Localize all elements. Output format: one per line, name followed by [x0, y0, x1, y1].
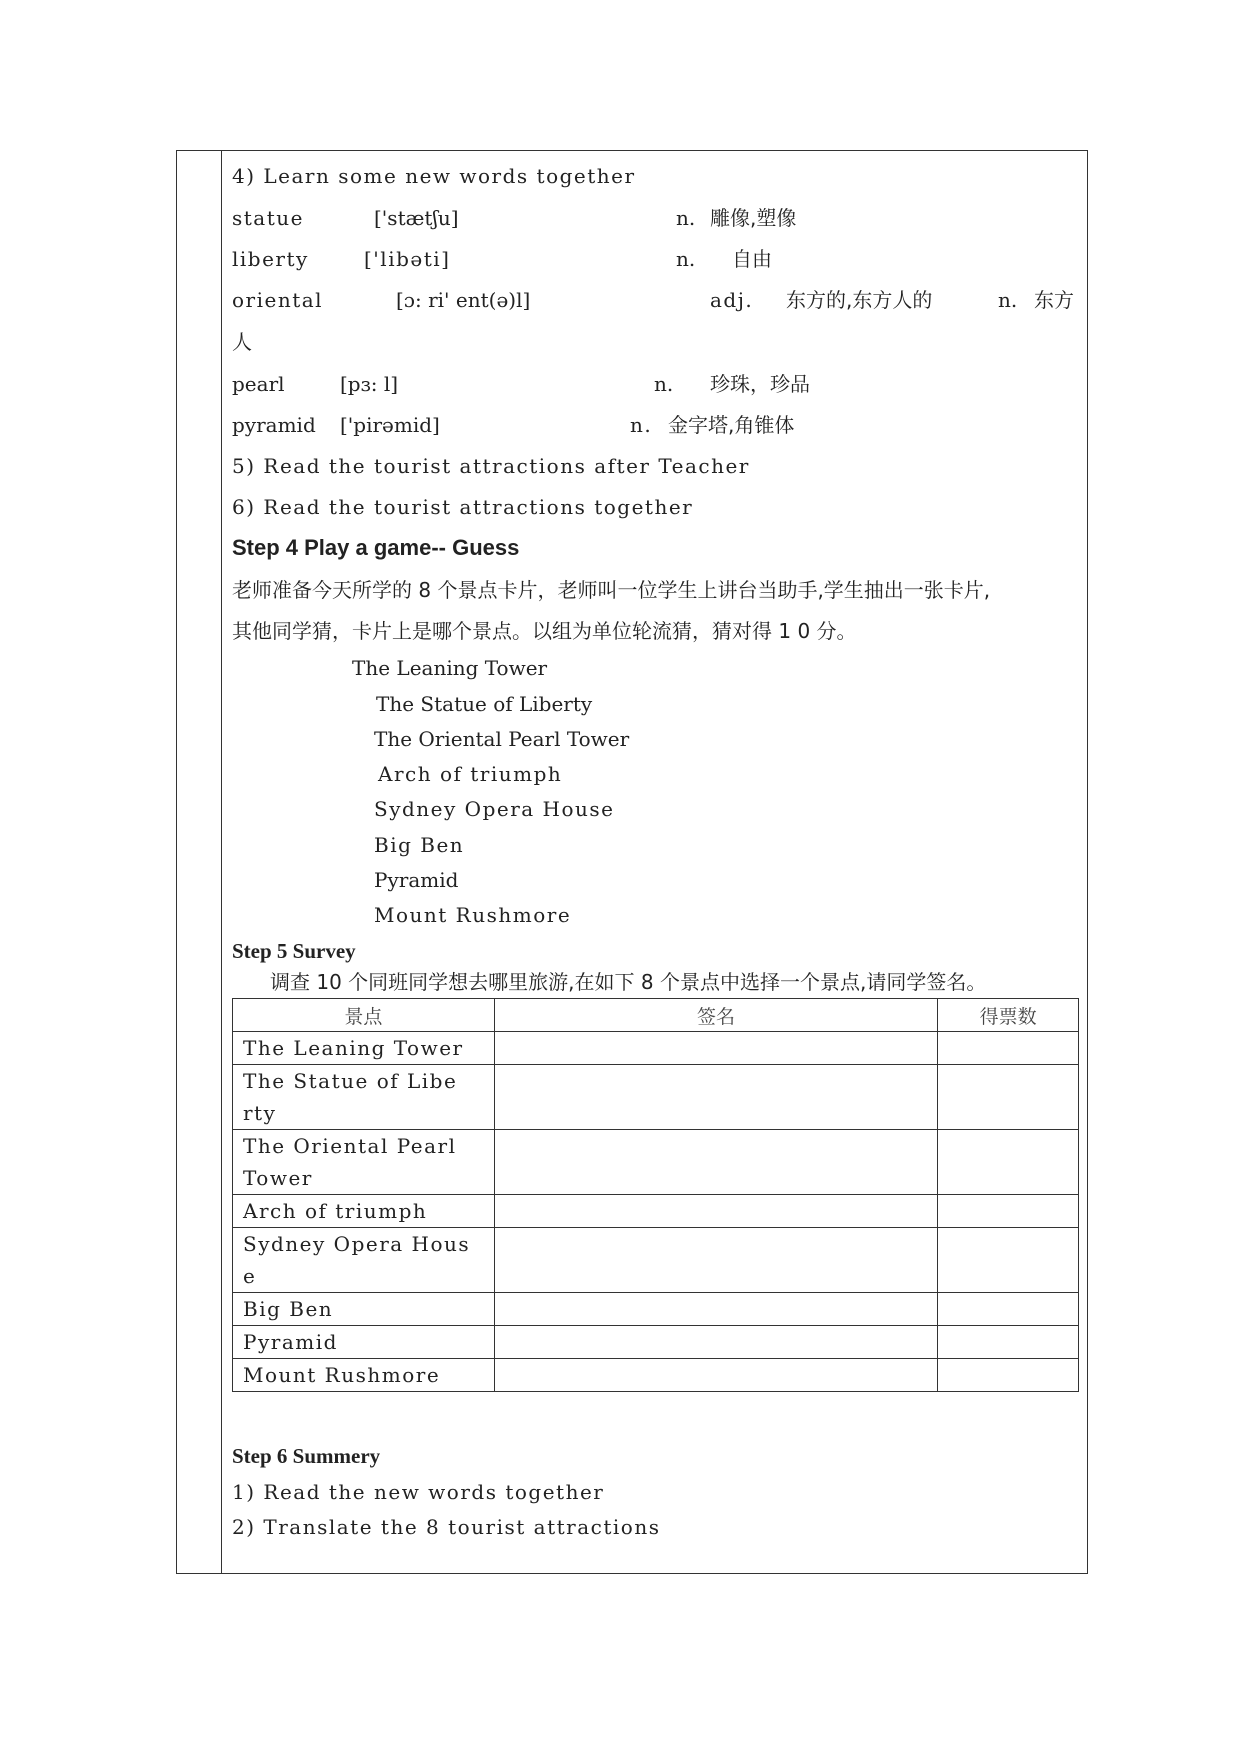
vocab-heading: 4) Learn some new words together: [232, 164, 636, 188]
place-cell: [233, 1228, 495, 1293]
column-header: 景点: [233, 999, 495, 1032]
column-header: 得票数: [938, 999, 1079, 1032]
votes-cell[interactable]: [938, 1228, 1079, 1293]
list-item: 1) Read the new words together: [232, 1480, 605, 1504]
votes-cell[interactable]: [938, 1293, 1079, 1326]
vocab-word: oriental: [232, 288, 324, 312]
vocab-phonetic: ['stætʃu]: [374, 206, 459, 230]
table-row: [233, 1195, 1079, 1228]
signature-cell[interactable]: [494, 1195, 937, 1228]
place-cell: [233, 1065, 495, 1130]
vocab-word: pyramid: [232, 413, 316, 437]
place-cell: [233, 1359, 495, 1392]
place-name: Pyramid: [243, 1330, 338, 1354]
vocab-phonetic: ['libəti]: [364, 247, 451, 271]
vocab-extra-pos: n.: [998, 288, 1018, 312]
place-name-wrap: rty: [243, 1101, 277, 1125]
list-item: 2) Translate the 8 tourist attractions: [232, 1515, 661, 1539]
place-name: The Leaning Tower: [243, 1036, 464, 1060]
vocab-phonetic: [pɜ: l]: [340, 372, 399, 396]
votes-cell[interactable]: [938, 1130, 1079, 1195]
place-cell: [233, 1195, 495, 1228]
column-header: 签名: [494, 999, 937, 1032]
step4-description: 其他同学猜，卡片上是哪个景点。以组为单位轮流猜，猜对得 1 0 分。: [232, 619, 857, 643]
place-cell: [233, 1326, 495, 1359]
step5-description: 调查 10 个同班同学想去哪里旅游,在如下 8 个景点中选择一个景点,请同学签名。: [270, 970, 987, 994]
vocab-extra-meaning: 东方: [1034, 288, 1074, 312]
signature-cell[interactable]: [494, 1032, 937, 1065]
list-item: 5) Read the tourist attractions after Teacher: [232, 454, 750, 478]
vocab-phonetic: [ɔ: ri' ent(ə)l]: [396, 288, 531, 312]
vocab-meaning: 雕像,塑像: [710, 206, 797, 230]
vocab-pos: adj.: [710, 288, 754, 312]
place-name: Mount Rushmore: [243, 1363, 441, 1387]
votes-cell[interactable]: [938, 1065, 1079, 1130]
step5-title: Step 5 Survey: [232, 939, 356, 963]
place-cell: [233, 1130, 495, 1195]
signature-cell[interactable]: [494, 1065, 937, 1130]
attraction-item: Sydney Opera House: [374, 797, 615, 821]
table-row: [233, 1032, 1079, 1065]
attraction-item: Arch of triumph: [378, 762, 563, 786]
place-cell: [233, 1032, 495, 1065]
vocab-word: liberty: [232, 247, 309, 271]
step4-description: 老师准备今天所学的 8 个景点卡片，老师叫一位学生上讲台当助手,学生抽出一张卡片,: [232, 578, 991, 602]
votes-cell[interactable]: [938, 1195, 1079, 1228]
vocab-pos: n.: [676, 247, 696, 271]
place-name-wrap: Tower: [243, 1166, 313, 1190]
signature-cell[interactable]: [494, 1228, 937, 1293]
signature-cell[interactable]: [494, 1359, 937, 1392]
table-row: [233, 1359, 1079, 1392]
table-row: [233, 1130, 1079, 1195]
step4-title: Step 4 Play a game-- Guess: [232, 535, 520, 560]
vocab-meaning: 金字塔,角锥体: [668, 413, 795, 437]
vocab-word: pearl: [232, 372, 285, 396]
attraction-item: Big Ben: [374, 833, 465, 857]
vocab-meaning: 自由: [732, 247, 772, 271]
signature-cell[interactable]: [494, 1130, 937, 1195]
place-name-wrap: e: [243, 1264, 257, 1288]
table-row: [233, 1065, 1079, 1130]
place-cell: [233, 1293, 495, 1326]
place-name: The Oriental Pearl: [243, 1134, 457, 1158]
vocab-pos: n.: [654, 372, 674, 396]
vocab-word: statue: [232, 206, 304, 230]
votes-cell[interactable]: [938, 1359, 1079, 1392]
table-row: [233, 1228, 1079, 1293]
vocab-meaning: 东方的,东方人的: [786, 288, 933, 312]
table-row: [233, 1326, 1079, 1359]
vocab-phonetic: ['pirəmid]: [340, 413, 440, 437]
place-name: Arch of triumph: [243, 1199, 428, 1223]
votes-cell[interactable]: [938, 1032, 1079, 1065]
signature-cell[interactable]: [494, 1326, 937, 1359]
attraction-item: The Oriental Pearl Tower: [374, 727, 630, 751]
votes-cell[interactable]: [938, 1326, 1079, 1359]
list-item: 6) Read the tourist attractions together: [232, 495, 694, 519]
vocab-pos: n.: [630, 413, 653, 437]
attraction-item: Pyramid: [374, 868, 459, 892]
signature-cell[interactable]: [494, 1293, 937, 1326]
place-name: Sydney Opera Hous: [243, 1232, 471, 1256]
attraction-item: Mount Rushmore: [374, 903, 572, 927]
vocab-meaning: 珍珠，珍品: [710, 372, 810, 396]
table-header-row: [233, 999, 1079, 1032]
place-name: The Statue of Libe: [243, 1069, 458, 1093]
survey-table: [232, 998, 1079, 1392]
vocab-extra-meaning-wrap: 人: [232, 330, 252, 354]
table-row: [233, 1293, 1079, 1326]
left-column-divider: [221, 151, 222, 1573]
step6-title: Step 6 Summery: [232, 1444, 381, 1468]
attraction-item: The Statue of Liberty: [376, 692, 593, 716]
place-name: Big Ben: [243, 1297, 334, 1321]
vocab-pos: n.: [676, 206, 696, 230]
attraction-item: The Leaning Tower: [352, 656, 548, 680]
